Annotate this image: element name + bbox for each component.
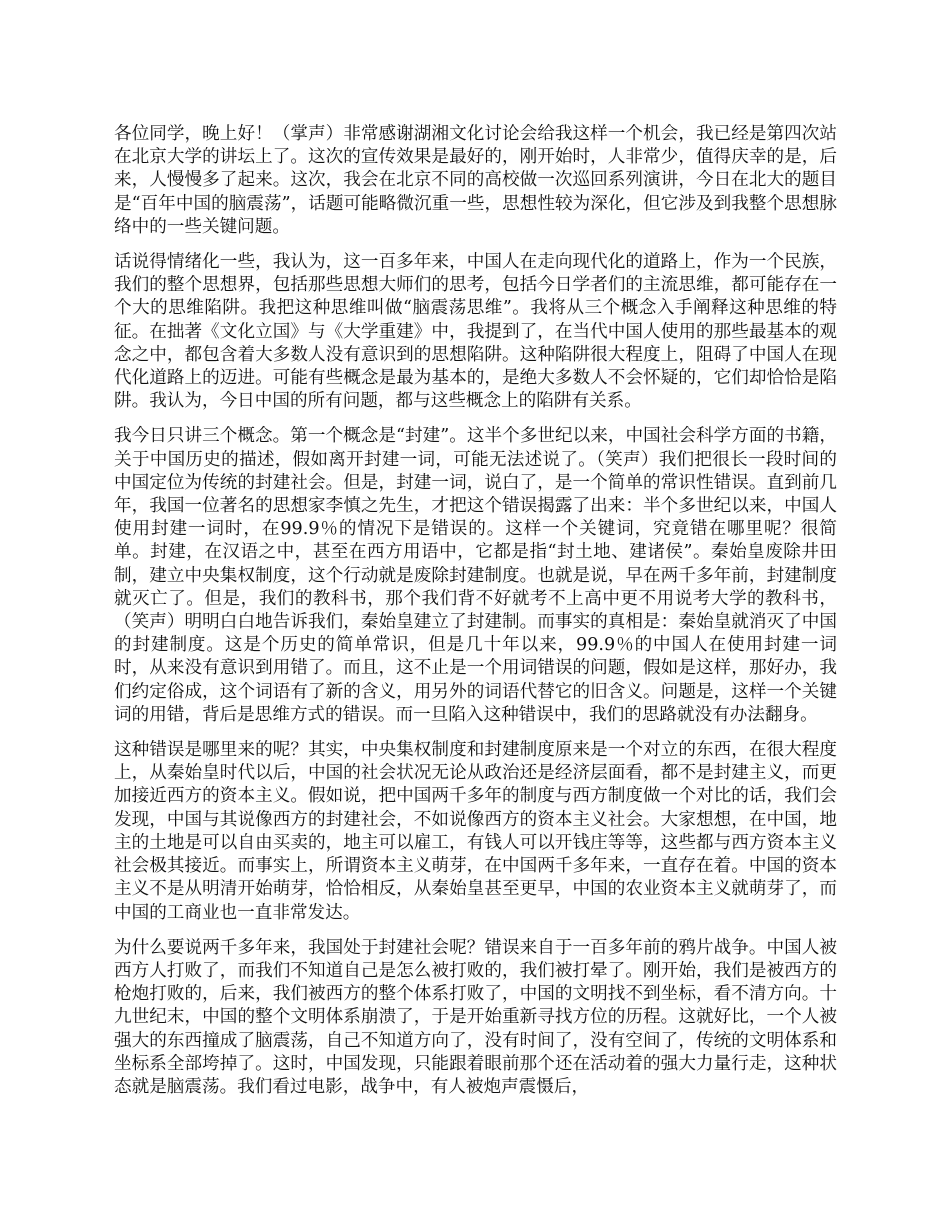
document-body [114,123,837,1111]
paragraph-opium-war: 为什么要说两千多年来，我国处于封建社会呢？错误来自于一百多年前的鸦片战争。中国人被西方人打败了，而我们不知道自己是怎么被打败的，我们被打晕了。刚开始，我们是被西方的枪炮打败的，后来，我们被西方的整个体系打败了，中国的文明找不到坐标，看不清方向。十九世纪末，中国的整个文明体系崩溃了，于是开始重新寻找方位的历程。这就好比，一个人被强大的东西撞成了脑震荡，自己不知道方向了，没有时间了，没有空间了，传统的文明体系和坐标系全部垮掉了。这时，中国发现，只能跟着眼前那个还在活动着的强大力量行走，这种状态就是脑震荡。我们看过电影，战争中，有人被炮声震慑后， [114,937,837,1097]
paragraph-error-origin: 这种错误是哪里来的呢？其实，中央集权制度和封建制度原来是一个对立的东西，在很大程度上，从秦始皇时代以后，中国的社会状况无论从政治还是经济层面看，都不是封建主义，而更加接近西方的资本主义。假如说，把中国两千多年的制度与西方制度做一个对比的话，我们会发现，中国与其说像西方的封建社会，不如说像西方的资本主义社会。大家想想，在中国，地主的土地是可以自由买卖的，地主可以雇工，有钱人可以开钱庄等等，这些都与西方资本主义社会极其接近。而事实上，所谓资本主义萌芽，在中国两千多年来，一直存在着。中国的资本主义不是从明清开始萌芽，恰恰相反，从秦始皇甚至更早，中国的农业资本主义就萌芽了，而中国的工商业也一直非常发达。 [114,740,837,923]
paragraph-thinking-trap: 话说得情绪化一些，我认为，这一百多年来，中国人在走向现代化的道路上，作为一个民族，我们的整个思想界，包括那些思想大师们的思考，包括今日学者们的主流思维，都可能存在一个大的思维陷阱。我把这种思维叫做“脑震荡思维”。我将从三个概念入手阐释这种思维的特征。在拙著《文化立国》与《大学重建》中，我提到了，在当代中国人使用的那些最基本的观念之中，都包含着大多数人没有意识到的思想陷阱。这种陷阱很大程度上，阻碍了中国人在现代化道路上的迈进。可能有些概念是最为基本的，是绝大多数人不会怀疑的，它们却恰恰是陷阱。我认为，今日中国的所有问题，都与这些概念上的陷阱有关系。 [114,252,837,412]
paragraph-feudal-concept: 我今日只讲三个概念。第一个概念是“封建”。这半个多世纪以来，中国社会科学方面的书籍，关于中国历史的描述，假如离开封建一词，可能无法述说了。（笑声）我们把很长一段时间的中国定位为传统的封建社会。但是，封建一词，说白了，是一个简单的常识性错误。直到前几年，我国一位著名的思想家李慎之先生，才把这个错误揭露了出来：半个多世纪以来，中国人使用封建一词时，在99.9％的情况下是错误的。这样一个关键词，究竟错在哪里呢？很简单。封建，在汉语之中，甚至在西方用语中，它都是指“封土地、建诸侯”。秦始皇废除井田制，建立中央集权制度，这个行动就是废除封建制度。也就是说，早在两千多年前，封建制度就灭亡了。但是，我们的教科书，那个我们背不好就考不上高中更不用说考大学的教科书，（笑声）明明白白地告诉我们，秦始皇建立了封建制。而事实的真相是：秦始皇就消灭了中国的封建制度。这是个历史的简单常识，但是几十年以来，99.9％的中国人在使用封建一词时，从来没有意识到用错了。而且，这不止是一个用词错误的问题，假如是这样，那好办，我们约定俗成，这个词语有了新的含义，用另外的词语代替它的旧含义。问题是，这样一个关键词的用错，背后是思维方式的错误。而一旦陷入这种错误中，我们的思路就没有办法翻身。 [114,426,837,725]
paragraph-opening: 各位同学，晚上好！（掌声）非常感谢湖湘文化讨论会给我这样一个机会，我已经是第四次站在北京大学的讲坛上了。这次的宣传效果是最好的，刚开始时，人非常少，值得庆幸的是，后来，人慢慢多了起来。这次，我会在北京不同的高校做一次巡回系列演讲，今日在北大的题目是“百年中国的脑震荡”，话题可能略微沉重一些，思想性较为深化，但它涉及到我整个思想脉络中的一些关键问题。 [114,124,837,237]
